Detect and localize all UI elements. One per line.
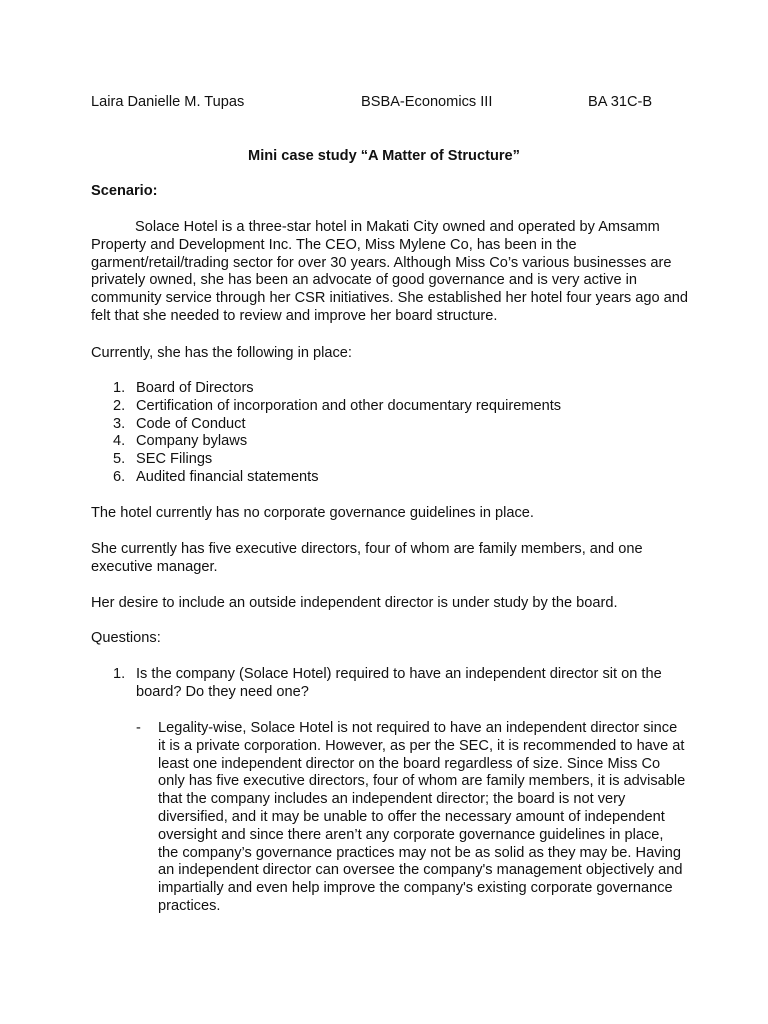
document-title: Mini case study “A Matter of Structure” [248,148,520,164]
list-item [91,469,561,487]
list-item-text: SEC Filings [136,451,213,468]
header-row [91,94,691,112]
list-item-number: 4. [113,433,126,450]
no-guidelines-line: The hotel currently has no corporate governance guidelines in place. [91,505,534,521]
questions-heading: Questions: [91,630,161,646]
answer-bullet: - [136,720,141,736]
list-item-number: 1. [113,380,126,396]
list-item-text: Code of Conduct [136,415,246,432]
in-place-list [91,380,561,487]
list-item [91,398,561,416]
list-item-number: 3. [113,415,126,432]
list-item-number: 5. [113,451,126,468]
list-item [91,433,561,451]
answer-text: Legality-wise, Solace Hotel is not required to have an independent director since it is a private corporation. However, as per the SEC, it is recommended to have at least one independent director on the board regardless of size. Since Miss Co only has five executive directors, four of whom are family members, it is advisable that the company includes an independent director; the board is not very diversified, and it may be unable to offer the necessary amount of independent oversight and since there aren’t any corporate governance guidelines in place, the company’s governance practices may not be as solid as they may be. Having an independent director can oversee the company's management objectively and impartially and even help improve the company's existing corporate governance practices. [158,720,686,914]
intro-paragraph: Solace Hotel is a three-star hotel in Makati City owned and operated by Amsamm Property and Development Inc. The CEO, Miss Mylene Co, has been in the garment/retail/trading sector for over 30 years. Although Miss Co’s various businesses are privately owned, she has been an advocate of good governance and is very active in community service through her CSR initiatives. She established her hotel four years ago and felt that she needed to review and improve her board structure. [91,219,689,324]
desire-line: Her desire to include an outside independent director is under study by the board. [91,595,618,611]
answer-1 [91,720,691,916]
student-program: BSBA-Economics III [361,94,493,110]
question-text: Is the company (Solace Hotel) required to have an independent director sit on the board? Do they need one? [136,666,662,700]
list-item-text: Certification of incorporation and other documentary requirements [136,397,562,414]
list-item-text: Board of Directors [136,380,254,396]
currently-line: Currently, she has the following in place: [91,345,352,361]
scenario-heading: Scenario: [91,183,158,199]
list-item-text: Company bylaws [136,433,248,450]
directors-line: She currently has five executive directors, four of whom are family members, and one executive manager. [91,541,643,575]
list-item [91,380,561,398]
student-name: Laira Danielle M. Tupas [91,94,245,110]
question-number: 1. [113,666,126,682]
list-item-number: 6. [113,468,126,485]
list-item [91,451,561,469]
list-item [91,416,561,434]
list-item-text: Audited financial statements [136,468,319,485]
question-1 [91,666,671,702]
list-item-number: 2. [113,397,126,414]
student-section: BA 31C-B [588,94,653,110]
